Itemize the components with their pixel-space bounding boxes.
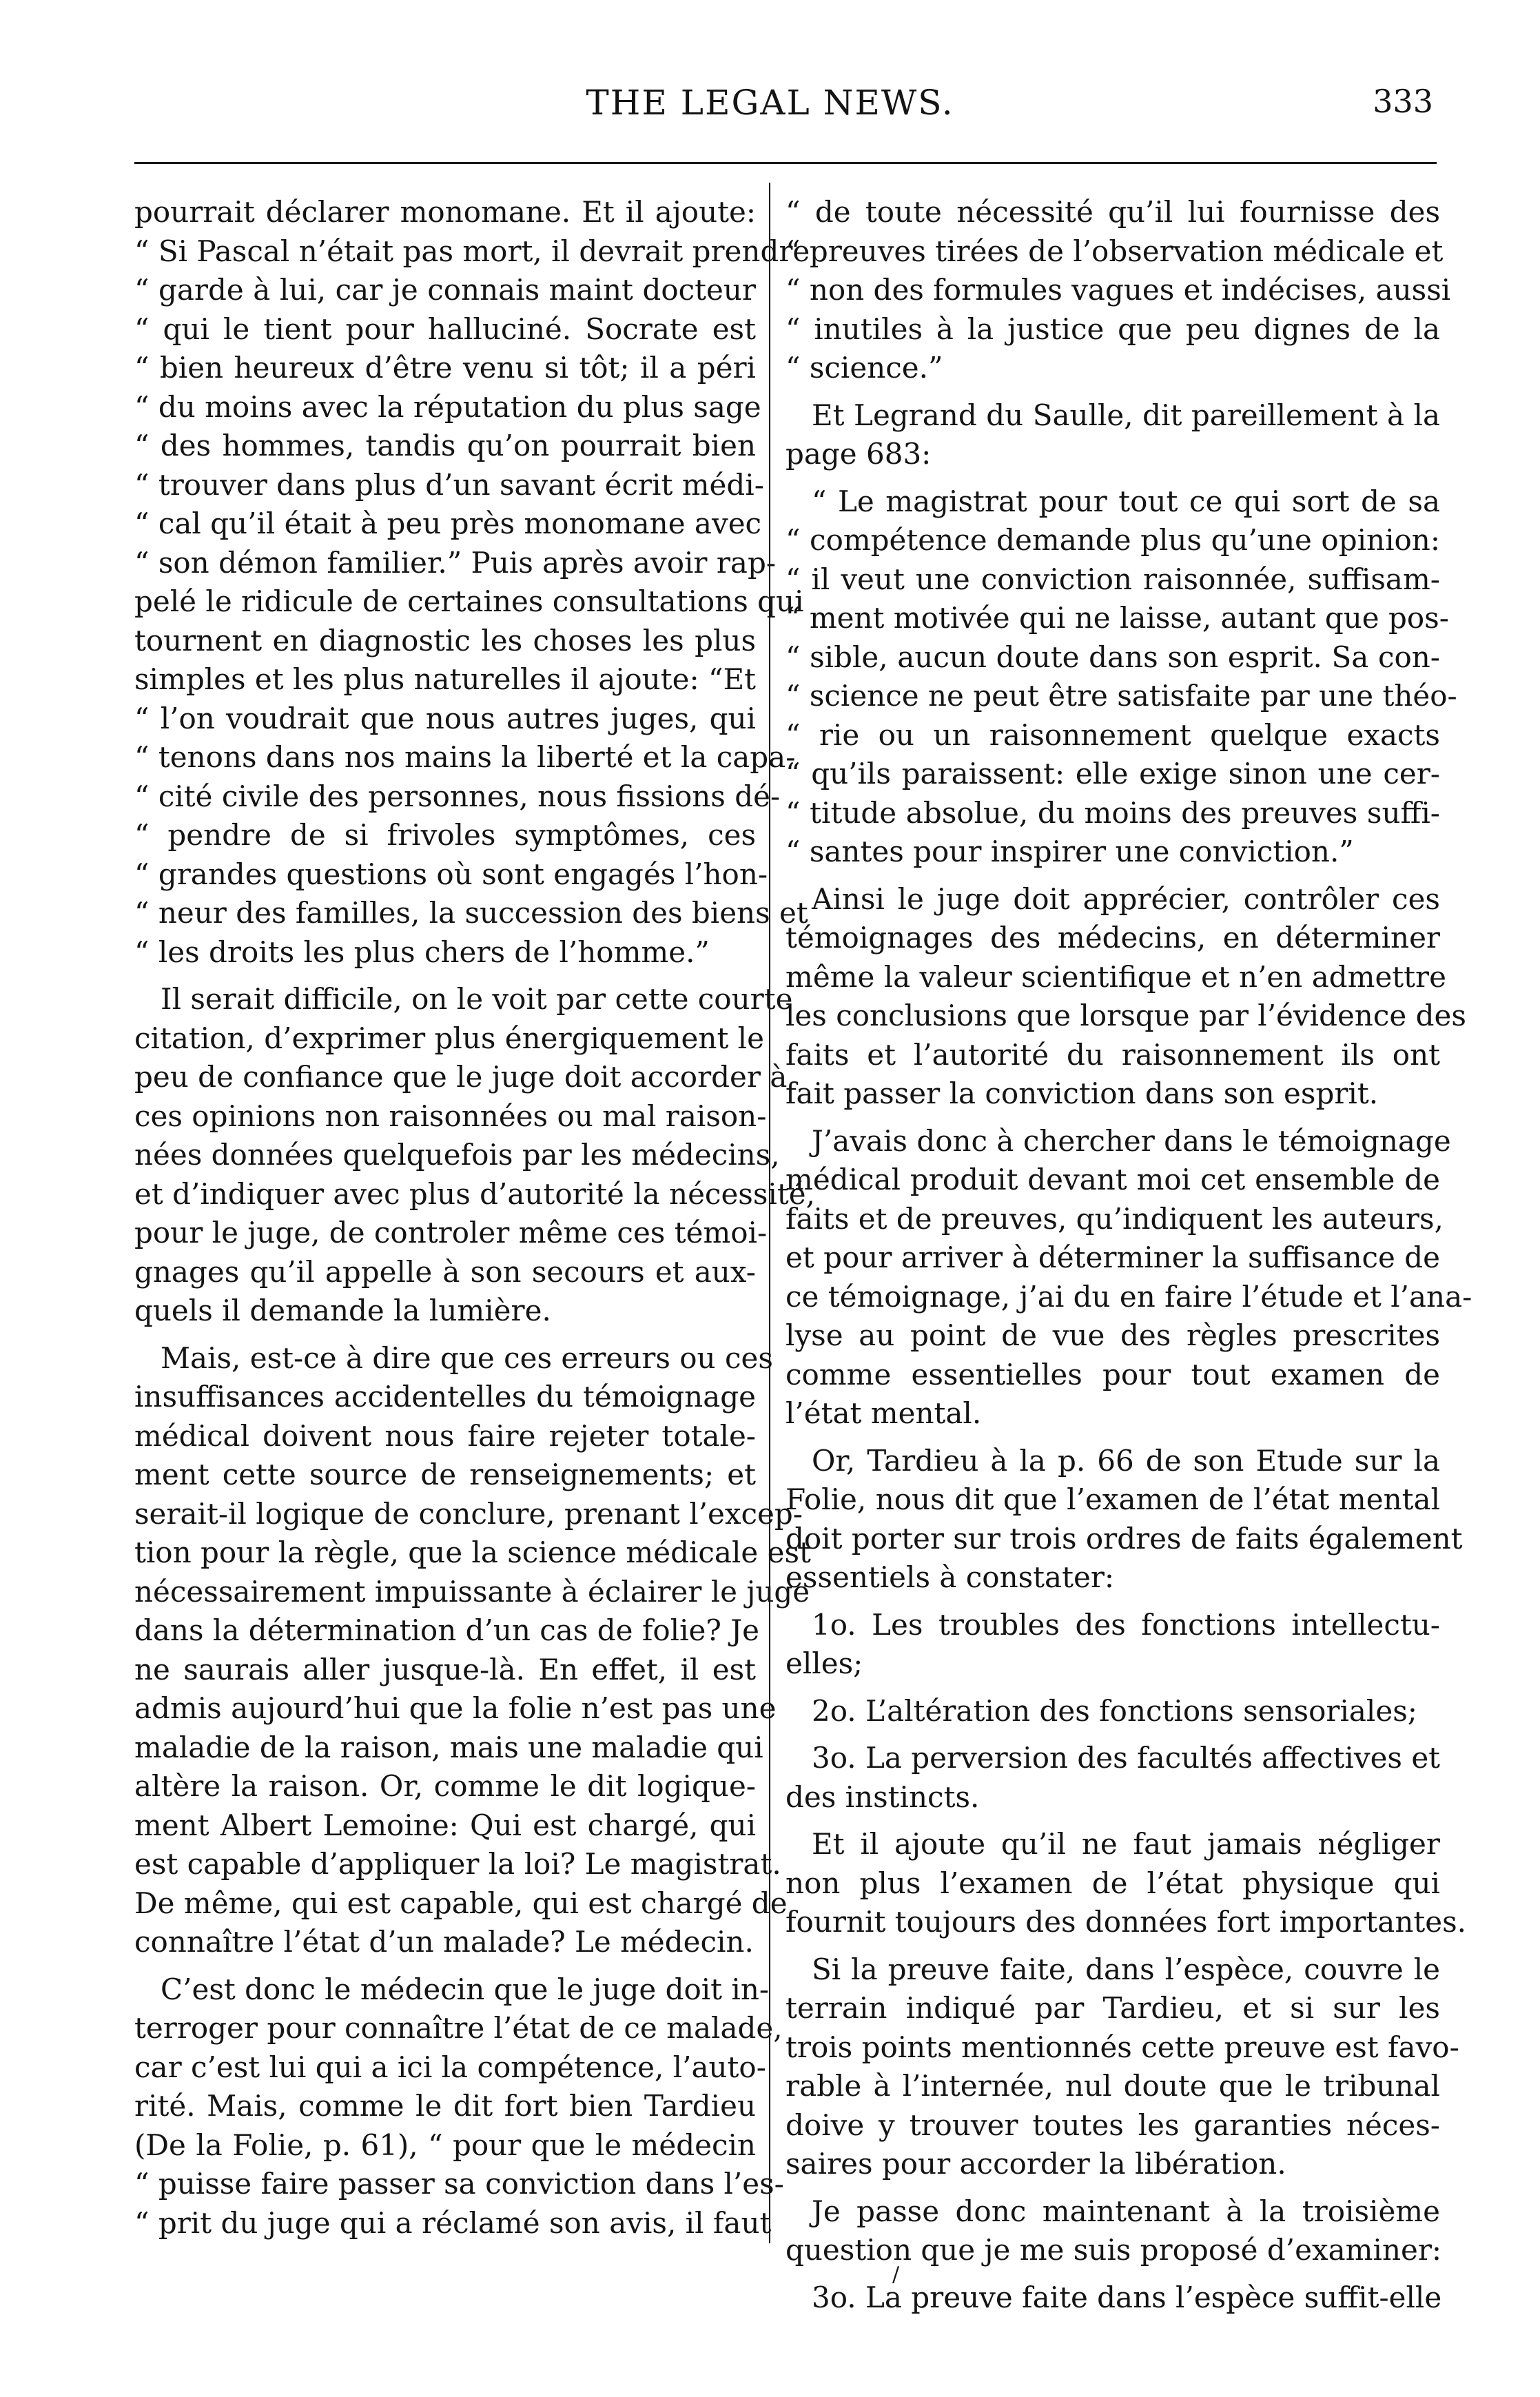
text-line: faits et de preuves, qu’indiquent les auteurs, (786, 1201, 1444, 1236)
paragraph-gap (786, 1817, 1440, 1825)
paragraph (786, 482, 1457, 872)
text-line: témoignages des médecins, en déterminer (786, 921, 1440, 955)
text-line: non plus l’examen de l’état physique qui (786, 1866, 1440, 1900)
paragraph-gap (786, 1114, 1440, 1122)
paragraph-gap (134, 1962, 756, 1970)
text-line: altère la raison. Or, comme le dit logique- (134, 1769, 756, 1803)
text-line: “ l’on voudrait que nous autres juges, qui (134, 701, 756, 735)
paragraph-gap (134, 1331, 756, 1339)
paragraph-gap (786, 1731, 1440, 1739)
text-line: doit porter sur trois ordres de faits également (786, 1521, 1463, 1556)
text-line: pelé le ridicule de certaines consultations qui (134, 584, 804, 618)
text-line: terrain indiqué par Tardieu, et si sur les (786, 1991, 1440, 2025)
text-line: rable à l’internée, nul doute que le tribunal (786, 2069, 1440, 2103)
text-line: “ science ne peut être satisfaite par une théo- (786, 679, 1457, 713)
text-line: “ compétence demande plus qu’une opinion: (786, 523, 1440, 557)
text-line: des instincts. (786, 1779, 980, 1814)
paragraph-gap (786, 872, 1440, 880)
text-line: même la valeur scientifique et n’en admettre (786, 959, 1446, 994)
text-line: ce témoignage, j’ai du en faire l’étude et l’ana- (786, 1279, 1472, 1314)
paragraph (786, 1825, 1467, 1942)
text-line: “ prit du juge qui a réclamé son avis, il faut (134, 2205, 772, 2240)
text-line: “ rie ou un raisonnement quelque exacts (786, 717, 1440, 752)
text-line: “ preuves tirées de l’observation médicale et (786, 234, 1444, 268)
text-line: C’est donc le médecin que le juge doit in- (161, 1972, 770, 2006)
text-line: “ sible, aucun doute dans son esprit. Sa con- (786, 640, 1440, 674)
page-header (0, 83, 1540, 138)
text-line: “ qu’ils paraissent: elle exige sinon une cer- (786, 757, 1440, 790)
paragraph (134, 1970, 784, 2243)
text-line: médical produit devant moi cet ensemble de (786, 1163, 1440, 1196)
paragraph-gap (786, 1598, 1440, 1606)
text-line: “ les droits les plus chers de l’homme.” (134, 935, 710, 969)
text-line: ment cette source de renseignements; et (134, 1458, 756, 1491)
text-line: “ Le magistrat pour tout ce qui sort de sa (812, 484, 1440, 518)
paragraph-gap (786, 1942, 1440, 1950)
paragraph (786, 1950, 1459, 2184)
text-line: serait-il logique de conclure, prenant l’excep- (134, 1496, 803, 1531)
text-line: “ santes pour inspirer une conviction.” (786, 835, 1354, 868)
text-line: maladie de la raison, mais une maladie qui (134, 1730, 763, 1764)
text-line: (De la Folie, p. 61), “ pour que le médecin (134, 2128, 756, 2162)
text-line: “ qui le tient pour halluciné. Socrate est (134, 312, 756, 346)
text-line: gnages qu’il appelle à son secours et aux- (134, 1254, 756, 1289)
paragraph (786, 1122, 1472, 1434)
paragraph (134, 980, 815, 1331)
text-line: et d’indiquer avec plus d’autorité la nécessité, (134, 1176, 815, 1211)
text-line: “ ment motivée qui ne laisse, autant que pos- (786, 601, 1449, 635)
text-line: est capable d’appliquer la loi? Le magistrat. (134, 1847, 781, 1881)
text-line: page 683: (786, 437, 932, 471)
text-line: Ainsi le juge doit apprécier, contrôler ces (812, 881, 1440, 916)
text-line: lyse au point de vue des règles prescrites (786, 1318, 1440, 1352)
text-line: quels il demande la lumière. (134, 1294, 551, 1327)
paragraph (786, 880, 1466, 1114)
text-line: trois points mentionnés cette preuve est favo- (786, 2030, 1459, 2064)
paragraph (134, 193, 810, 972)
text-line: peu de confiance que le juge doit accorder à (134, 1060, 788, 1094)
text-line: ces opinions non raisonnées ou mal raison- (134, 1099, 767, 1133)
text-line: pour le juge, de controler même ces témoi- (134, 1216, 768, 1250)
text-line: comme essentielles pour tout examen de (786, 1357, 1440, 1391)
text-line: question que je me suis proposé d’examiner: (786, 2233, 1442, 2267)
text-line: Et Legrand du Saulle, dit pareillement à la (812, 398, 1440, 432)
text-line: médical doivent nous faire rejeter totale- (134, 1418, 756, 1453)
text-line: et pour arriver à déterminer la suffisance de (786, 1241, 1440, 1274)
text-line: tournent en diagnostic les choses les plus (134, 623, 756, 657)
left-column (134, 193, 815, 2247)
page-number: 333 (1373, 83, 1433, 120)
paragraph-gap (786, 2184, 1440, 2192)
text-line: connaître l’état d’un malade? Le médecin. (134, 1925, 754, 1959)
text-line: “ pendre de si frivoles symptômes, ces (134, 818, 756, 852)
text-line: “ garde à lui, car je connais maint docteur (134, 273, 756, 307)
text-line: l’état mental. (786, 1396, 982, 1430)
text-line: 2o. L’altération des fonctions sensoriales; (812, 1693, 1417, 1728)
text-line: essentiels à constater: (786, 1560, 1115, 1594)
text-line: “ trouver dans plus d’un savant écrit médi- (134, 467, 764, 502)
text-line: admis aujourd’hui que la folie n’est pas une (134, 1691, 777, 1725)
stray-mark: / (892, 2263, 900, 2287)
paragraph (786, 1442, 1463, 1598)
text-line: fait passer la conviction dans son esprit. (786, 1077, 1379, 1110)
paragraph (786, 1692, 1440, 1731)
text-line: “ non des formules vagues et indécises, aussi (786, 273, 1451, 307)
text-line: doive y trouver toutes les garanties néces- (786, 2108, 1440, 2142)
paragraph-gap (134, 972, 756, 980)
text-line: 3o. La perversion des facultés affectives et (812, 1741, 1441, 1775)
text-line: De même, qui est capable, qui est chargé de (134, 1886, 788, 1920)
header-rule (134, 162, 1437, 164)
text-line: faits et l’autorité du raisonnement ils ont (786, 1037, 1440, 1072)
text-line: “ Si Pascal n’était pas mort, il devrait prendre (134, 234, 810, 268)
text-line: insuffisances accidentelles du témoignage (134, 1380, 756, 1414)
text-line: 1o. Les troubles des fonctions intellectu- (812, 1607, 1440, 1642)
text-line: nécessairement impuissante à éclairer le juge (134, 1574, 810, 1609)
text-line: simples et les plus naturelles il ajoute: “Et (134, 662, 756, 696)
text-line: ne saurais aller jusque-là. En effet, il est (134, 1652, 756, 1686)
text-line: terroger pour connaître l’état de ce malade, (134, 2011, 783, 2045)
paragraph-gap (786, 474, 1440, 482)
right-column (786, 193, 1472, 2314)
text-line: “ cal qu’il était à peu près monomane avec (134, 507, 762, 540)
text-line: “ du moins avec la réputation du plus sage (134, 389, 761, 424)
text-line: Je passe donc maintenant à la troisième (812, 2194, 1440, 2228)
text-line: “ titude absolue, du moins des preuves suffi- (786, 795, 1440, 830)
text-line: “ grandes questions où sont engagés l’hon- (134, 857, 768, 891)
paragraph-gap (786, 1684, 1440, 1692)
text-line: car c’est lui qui a ici la compétence, l’auto- (134, 2050, 766, 2084)
text-line: 3o. La preuve faite dans l’espèce suffit-elle (812, 2280, 1442, 2314)
paragraph-gap (786, 388, 1440, 396)
text-line: rité. Mais, comme le dit fort bien Tardieu (134, 2089, 756, 2123)
text-line: pourrait déclarer monomane. Et il ajoute: (134, 195, 756, 229)
text-line: J’avais donc à chercher dans le témoignage (812, 1123, 1451, 1158)
text-line: nées données quelquefois par les médecins, (134, 1138, 780, 1172)
text-line: “ inutiles à la justice que peu dignes de la (786, 312, 1440, 346)
text-line: “ puisse faire passer sa conviction dans l’es- (134, 2167, 784, 2201)
text-line: Si la preuve faite, dans l’espèce, couvre le (812, 1952, 1440, 1986)
running-title: THE LEGAL NEWS. (586, 83, 954, 123)
text-line: les conclusions que lorsque par l’évidence des (786, 999, 1466, 1032)
paragraph (786, 1606, 1440, 1684)
text-line: “ des hommes, tandis qu’on pourrait bien (134, 429, 756, 462)
text-line: saires pour accorder la libération. (786, 2147, 1286, 2181)
text-line: “ bien heureux d’être venu si tôt; il a péri (134, 351, 756, 385)
paragraph (786, 1739, 1440, 1817)
text-line: “ son démon familier.” Puis après avoir rap- (134, 545, 777, 580)
paragraph (786, 2192, 1440, 2270)
text-line: “ de toute nécessité qu’il lui fournisse des (786, 195, 1440, 229)
column-divider (769, 183, 770, 2243)
paragraph (786, 396, 1440, 474)
text-line: tion pour la règle, que la science médicale est (134, 1536, 811, 1569)
text-line: Il serait difficile, on le voit par cette courte (161, 982, 793, 1016)
paragraph-gap (786, 1434, 1440, 1442)
paragraph (786, 2278, 1440, 2318)
text-line: “ neur des familles, la succession des biens et (134, 896, 808, 930)
text-line: fournit toujours des données fort importantes. (786, 1905, 1467, 1939)
paragraph-gap (786, 2270, 1440, 2278)
text-line: “ il veut une conviction raisonnée, suffisam- (786, 562, 1440, 596)
text-line: Or, Tardieu à la p. 66 de son Etude sur la (812, 1443, 1440, 1478)
text-line: Mais, est-ce à dire que ces erreurs ou ces (161, 1340, 773, 1375)
paragraph (134, 1339, 811, 1962)
text-line: ment Albert Lemoine: Qui est chargé, qui (134, 1808, 756, 1842)
text-line: “ science.” (786, 351, 943, 385)
text-line: elles; (786, 1646, 863, 1680)
text-line: Folie, nous dit que l’examen de l’état mental (786, 1482, 1440, 1516)
text-line: dans la détermination d’un cas de folie? Je (134, 1613, 759, 1647)
text-line: citation, d’exprimer plus énergiquement le (134, 1021, 764, 1055)
text-line: “ cité civile des personnes, nous fissions dé- (134, 779, 781, 813)
text-line: “ tenons dans nos mains la liberté et la capa- (134, 740, 796, 774)
paragraph (786, 193, 1451, 388)
text-line: Et il ajoute qu’il ne faut jamais négliger (812, 1827, 1440, 1861)
